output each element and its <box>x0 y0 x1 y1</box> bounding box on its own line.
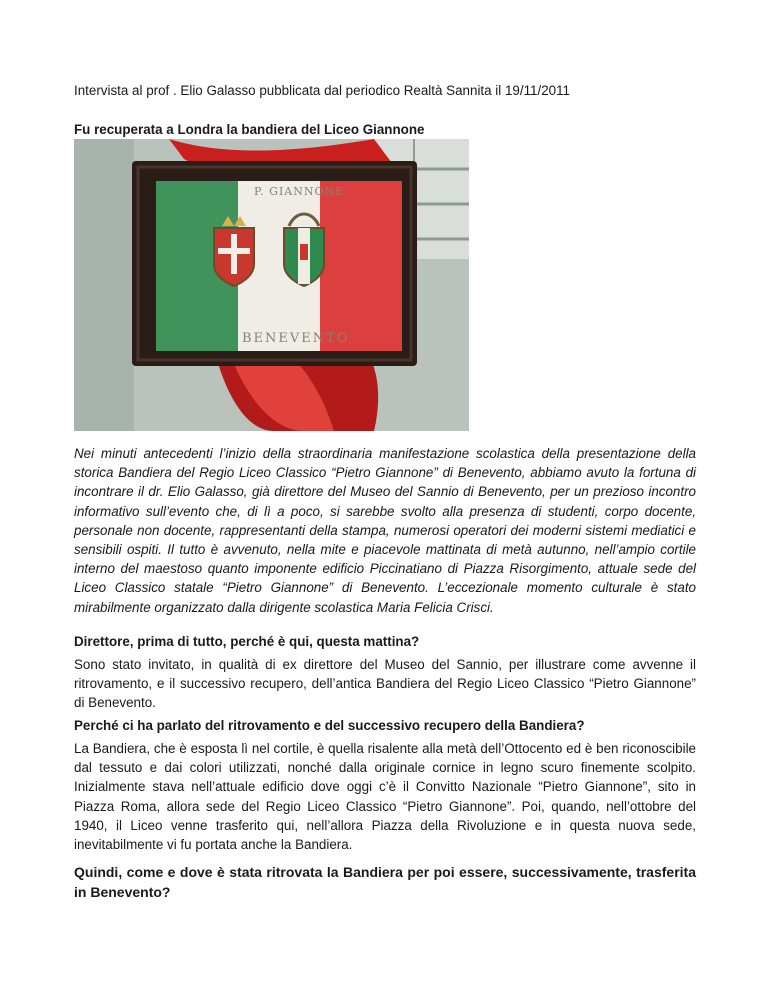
question-1: Direttore, prima di tutto, perché è qui, questa mattina? <box>74 634 420 649</box>
answer-2: La Bandiera, che è esposta lì nel cortile, è quella risalente alla metà dell’Ottocento ed è ben riconoscibile dal tessuto e dai colori utilizzati, nonché dalla originale cornice in legno scuro finemente scolpito. Inizialmente stava nell’attuale edificio dove oggi c’è il Convitto Nazionale “Pietro Giannone”, sito in Piazza Roma, allora sede del Regio Liceo Classico “Pietro Giannone”. Poi, quando, nell’ottobre del 1940, il Liceo venne trasferito qui, nell’allora Piazza della Rivoluzione e in questa nuova sede, inevitabilmente vi fu portata anche la Bandiera. <box>74 741 696 853</box>
question-2: Perché ci ha parlato del ritrovamento e del successivo recupero della Bandiera? <box>74 718 585 733</box>
answer-1: Sono stato invitato, in qualità di ex direttore del Museo del Sannio, per illustrare come avvenne il ritrovamento, e il successivo recupero, dell’antica Bandiera del Regio Liceo Classico “Pietro Giannone” di Benevento. <box>74 657 696 711</box>
flag-bottom-text: BENEVENTO <box>242 331 350 346</box>
flag-photo <box>74 139 469 431</box>
question-3: Quindi, come e dove è stata ritrovata la Bandiera per poi essere, successivamente, trasferita in Benevento? <box>74 864 696 900</box>
article-title: Fu recuperata a Londra la bandiera del Liceo Giannone <box>74 122 425 137</box>
lead-paragraph: Nei minuti antecedenti l’inizio della straordinaria manifestazione scolastica della presentazione della storica Bandiera del Regio Liceo Classico “Pietro Giannone” di Benevento, abbiamo avuto la fortuna di incontrare il dr. Elio Galasso, già direttore del Museo del Sannio di Benevento, per un prezioso incontro informativo sull’evento che, di lì a poco, si sarebbe svolto alla presenza di studenti, corpo docente, personale non docente, rappresentanti della stampa, numerosi operatori dei moderni sistemi mediatici e sensibili ospiti. Il tutto è avvenuto, nella mite e piacevole mattinata di metà autunno, nell’ampio cortile interno del maestoso quanto imponente edificio Piccinatiano di Piazza Risorgimento, attuale sede del Liceo Classico statale “Pietro Giannone” di Benevento. L’eccezionale momento culturale è stato mirabilmente organizzato dalla dirigente scolastica Maria Felicia Crisci. <box>74 446 696 615</box>
intro-line: Intervista al prof . Elio Galasso pubblicata dal periodico Realtà Sannita il 19/11/2011 <box>74 83 571 98</box>
flag-top-text: P. GIANNONE <box>254 185 345 198</box>
